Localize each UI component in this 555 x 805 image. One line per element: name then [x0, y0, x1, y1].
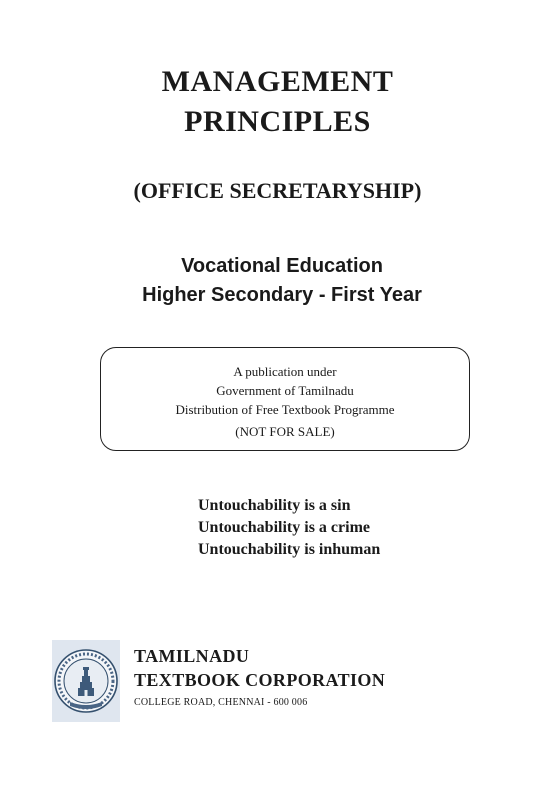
publisher-address: COLLEGE ROAD, CHENNAI - 600 006 — [134, 697, 308, 708]
publication-notice-box — [100, 347, 470, 451]
publication-line-3: Distribution of Free Textbook Programme — [175, 402, 395, 417]
course-info — [0, 252, 555, 310]
tamilnadu-emblem-icon — [52, 640, 120, 722]
book-title — [0, 62, 555, 142]
slogan-1: Untouchability is a sin — [198, 497, 351, 514]
slogans-block — [198, 495, 380, 561]
course-line-2: Higher Secondary - First Year — [142, 284, 422, 306]
book-title-line-2: PRINCIPLES — [184, 105, 371, 138]
publisher-name-line-2: TEXTBOOK CORPORATION — [134, 670, 386, 690]
slogan-3: Untouchability is inhuman — [198, 541, 381, 558]
not-for-sale-label: (NOT FOR SALE) — [235, 424, 335, 439]
publication-line-1: A publication under — [233, 364, 337, 379]
publication-line-2: Government of Tamilnadu — [216, 383, 354, 398]
book-title-line-1: MANAGEMENT — [161, 65, 394, 98]
slogan-2: Untouchability is a crime — [198, 519, 370, 536]
course-line-1: Vocational Education — [181, 255, 383, 277]
publisher-name-line-1: TAMILNADU — [134, 646, 250, 666]
publisher-block — [134, 644, 385, 710]
book-subtitle: (OFFICE SECRETARYSHIP) — [133, 178, 422, 203]
